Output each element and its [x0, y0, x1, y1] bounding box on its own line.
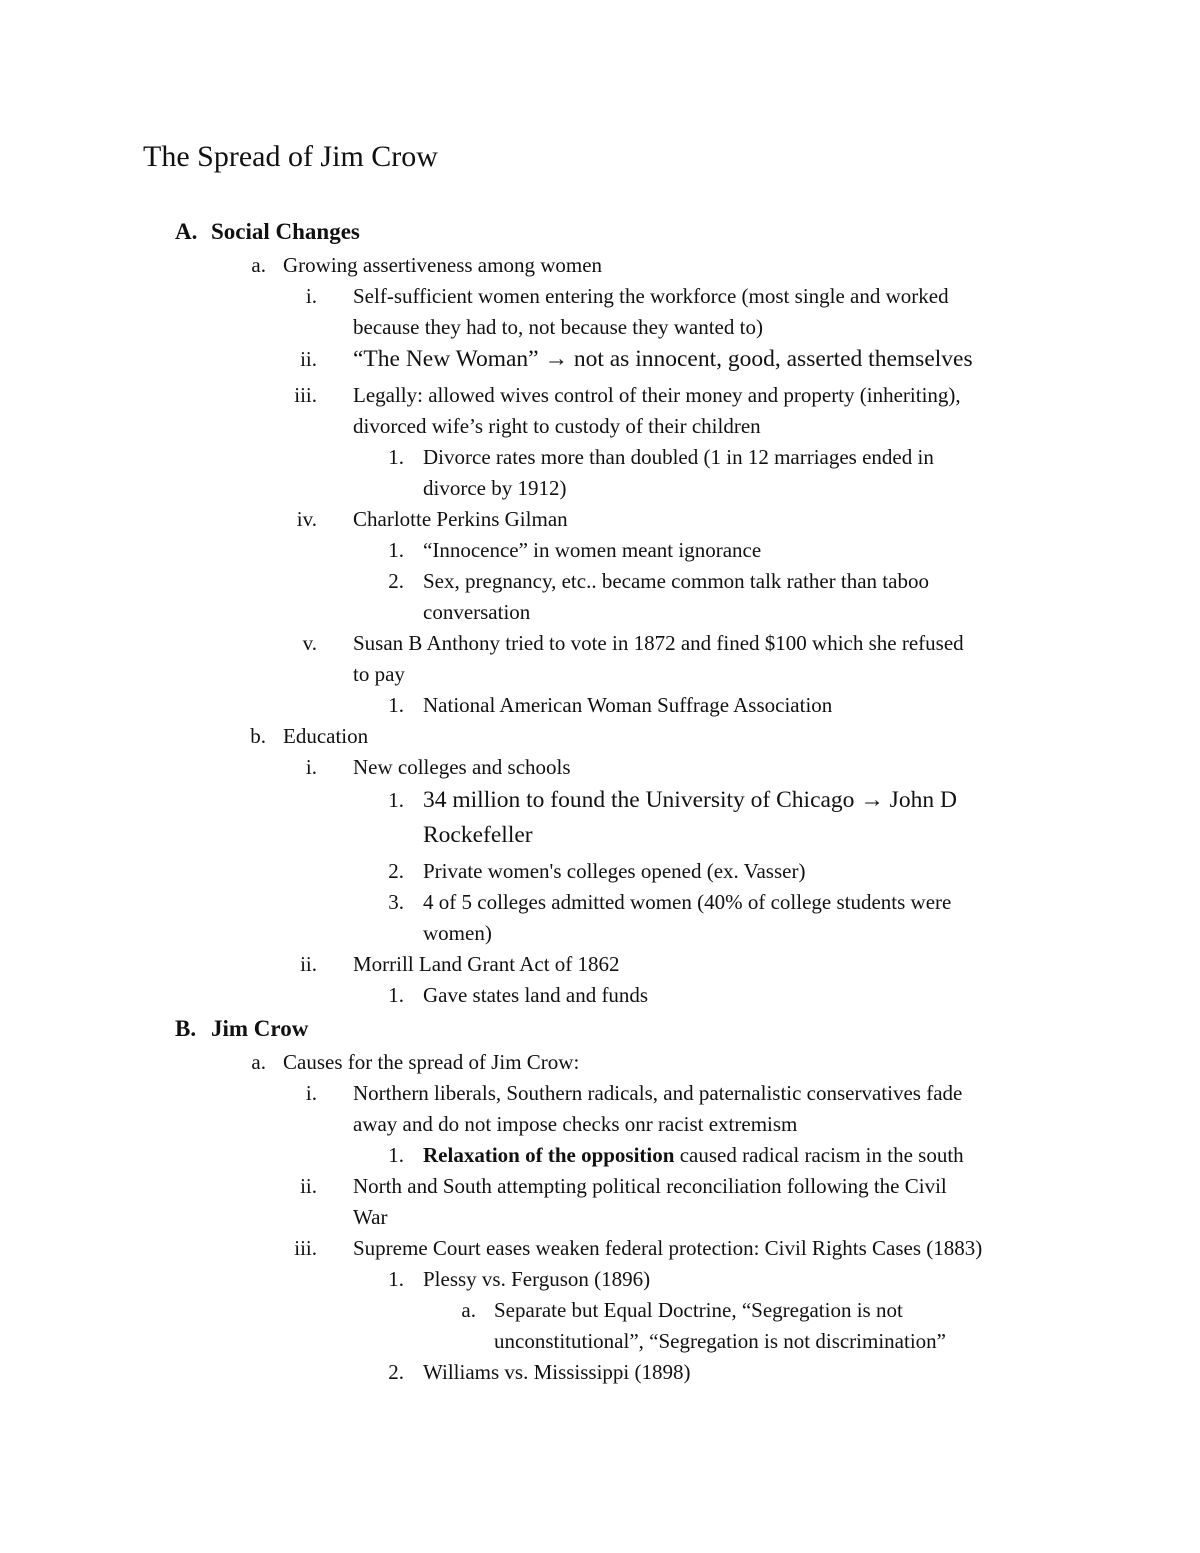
- outline-item: [0, 281, 1200, 315]
- item-text: Growing assertiveness among women: [283, 253, 603, 277]
- list-marker: 1.: [388, 983, 404, 1007]
- outline-item: [0, 1264, 1200, 1298]
- item-text: Separate but Equal Doctrine, “Segregation is not: [494, 1298, 903, 1322]
- outline-item: [0, 659, 1200, 693]
- item-text: New colleges and schools: [353, 755, 571, 779]
- item-text: Plessy vs. Ferguson (1896): [423, 1267, 651, 1291]
- item-text: Sex, pregnancy, etc.. became common talk rather than taboo: [423, 569, 929, 593]
- outline-item: [0, 690, 1200, 724]
- item-text: Rockefeller: [423, 822, 533, 848]
- item-text: Education: [283, 724, 369, 748]
- outline-item: [0, 344, 1200, 378]
- outline-item: [0, 535, 1200, 569]
- list-marker: 2.: [388, 859, 404, 883]
- outline-item: [0, 752, 1200, 786]
- item-text: unconstitutional”, “Segregation is not discrimination”: [494, 1329, 946, 1353]
- outline-item: [0, 1326, 1200, 1360]
- list-marker: i.: [305, 284, 317, 308]
- item-text: Causes for the spread of Jim Crow:: [283, 1050, 580, 1074]
- item-text: conversation: [423, 600, 531, 624]
- outline-item: [0, 1295, 1200, 1329]
- outline-item: [0, 1047, 1200, 1081]
- list-marker: 2.: [388, 1360, 404, 1384]
- outline-item: [0, 918, 1200, 952]
- page-title: The Spread of Jim Crow: [143, 140, 438, 173]
- section-heading: [0, 216, 1200, 250]
- list-marker: B.: [175, 1016, 197, 1041]
- list-marker: v.: [302, 631, 317, 655]
- outline-item: [0, 250, 1200, 284]
- list-marker: a.: [251, 1050, 266, 1074]
- item-text: “The New Woman” → not as innocent, good, asserted themselves: [353, 346, 973, 372]
- outline-item: [0, 473, 1200, 507]
- outline-item: [0, 566, 1200, 600]
- list-marker: 1.: [388, 788, 404, 812]
- list-marker: b.: [250, 724, 266, 748]
- item-text: Legally: allowed wives control of their money and property (inheriting),: [353, 383, 961, 407]
- list-marker: ii.: [300, 952, 317, 976]
- list-marker: i.: [305, 1081, 317, 1105]
- list-marker: 3.: [388, 890, 404, 914]
- outline-item: [0, 504, 1200, 538]
- item-text: Divorce rates more than doubled (1 in 12 marriages ended in: [423, 445, 934, 469]
- list-marker: ii.: [300, 347, 317, 371]
- list-marker: iv.: [296, 507, 317, 531]
- list-marker: 1.: [388, 1143, 404, 1167]
- outline-item: [0, 856, 1200, 890]
- outline-item: [0, 380, 1200, 414]
- outline-item: [0, 411, 1200, 445]
- outline-item: [0, 1202, 1200, 1236]
- list-marker: iii.: [294, 1236, 317, 1260]
- item-text: “Innocence” in women meant ignorance: [423, 538, 762, 562]
- item-text: Morrill Land Grant Act of 1862: [353, 952, 620, 976]
- outline-item: [0, 820, 1200, 854]
- outline-item: [0, 785, 1200, 819]
- list-marker: 1.: [388, 1267, 404, 1291]
- section-heading: [0, 1013, 1200, 1047]
- item-text: Self-sufficient women entering the workforce (most single and worked: [353, 284, 949, 308]
- outline-item: [0, 887, 1200, 921]
- outline-item: [0, 312, 1200, 346]
- outline-item: [0, 1233, 1200, 1267]
- item-text: 4 of 5 colleges admitted women (40% of college students were: [423, 890, 952, 914]
- item-text: Northern liberals, Southern radicals, and paternalistic conservatives fade: [353, 1081, 963, 1105]
- item-text: divorce by 1912): [423, 476, 567, 500]
- list-marker: 1.: [388, 445, 404, 469]
- list-marker: ii.: [300, 1174, 317, 1198]
- item-text: Charlotte Perkins Gilman: [353, 507, 568, 531]
- item-text: Williams vs. Mississippi (1898): [423, 1360, 691, 1384]
- item-text-rest: caused radical racism in the south: [679, 1143, 964, 1167]
- list-marker: 2.: [388, 569, 404, 593]
- outline-item: [0, 1357, 1200, 1391]
- list-marker: iii.: [294, 383, 317, 407]
- list-marker: A.: [175, 219, 198, 244]
- list-marker: a.: [251, 253, 266, 277]
- list-marker: 1.: [388, 538, 404, 562]
- list-marker: 1.: [388, 693, 404, 717]
- outline-item: [0, 721, 1200, 755]
- item-text: away and do not impose checks onr racist extremism: [353, 1112, 798, 1136]
- item-text: North and South attempting political reconciliation following the Civil: [353, 1174, 947, 1198]
- item-text: Private women's colleges opened (ex. Vasser): [423, 859, 806, 883]
- outline-item: [0, 1078, 1200, 1112]
- item-text: [423, 1140, 964, 1171]
- outline-item: [0, 1140, 1200, 1174]
- bold-phrase: Relaxation of the opposition: [423, 1143, 675, 1167]
- outline-item: [0, 442, 1200, 476]
- list-marker: i.: [305, 755, 317, 779]
- item-text: Gave states land and funds: [423, 983, 649, 1007]
- item-text: War: [353, 1205, 388, 1229]
- item-text: Social Changes: [211, 219, 360, 244]
- item-text: 34 million to found the University of Chicago → John D: [423, 787, 957, 813]
- outline-item: [0, 949, 1200, 983]
- list-marker: a.: [461, 1298, 476, 1322]
- item-text: Supreme Court eases weaken federal protection: Civil Rights Cases (1883): [353, 1236, 983, 1260]
- item-text: women): [423, 921, 492, 945]
- item-text: Jim Crow: [211, 1016, 309, 1041]
- item-text: National American Woman Suffrage Association: [423, 693, 833, 717]
- outline-item: [0, 1109, 1200, 1143]
- outline-item: [0, 628, 1200, 662]
- item-text: divorced wife’s right to custody of their children: [353, 414, 761, 438]
- outline-item: [0, 597, 1200, 631]
- item-text: Susan B Anthony tried to vote in 1872 and fined $100 which she refused: [353, 631, 964, 655]
- outline-item: [0, 980, 1200, 1014]
- item-text: because they had to, not because they wanted to): [353, 315, 763, 339]
- outline-item: [0, 1171, 1200, 1205]
- item-text: to pay: [353, 662, 405, 686]
